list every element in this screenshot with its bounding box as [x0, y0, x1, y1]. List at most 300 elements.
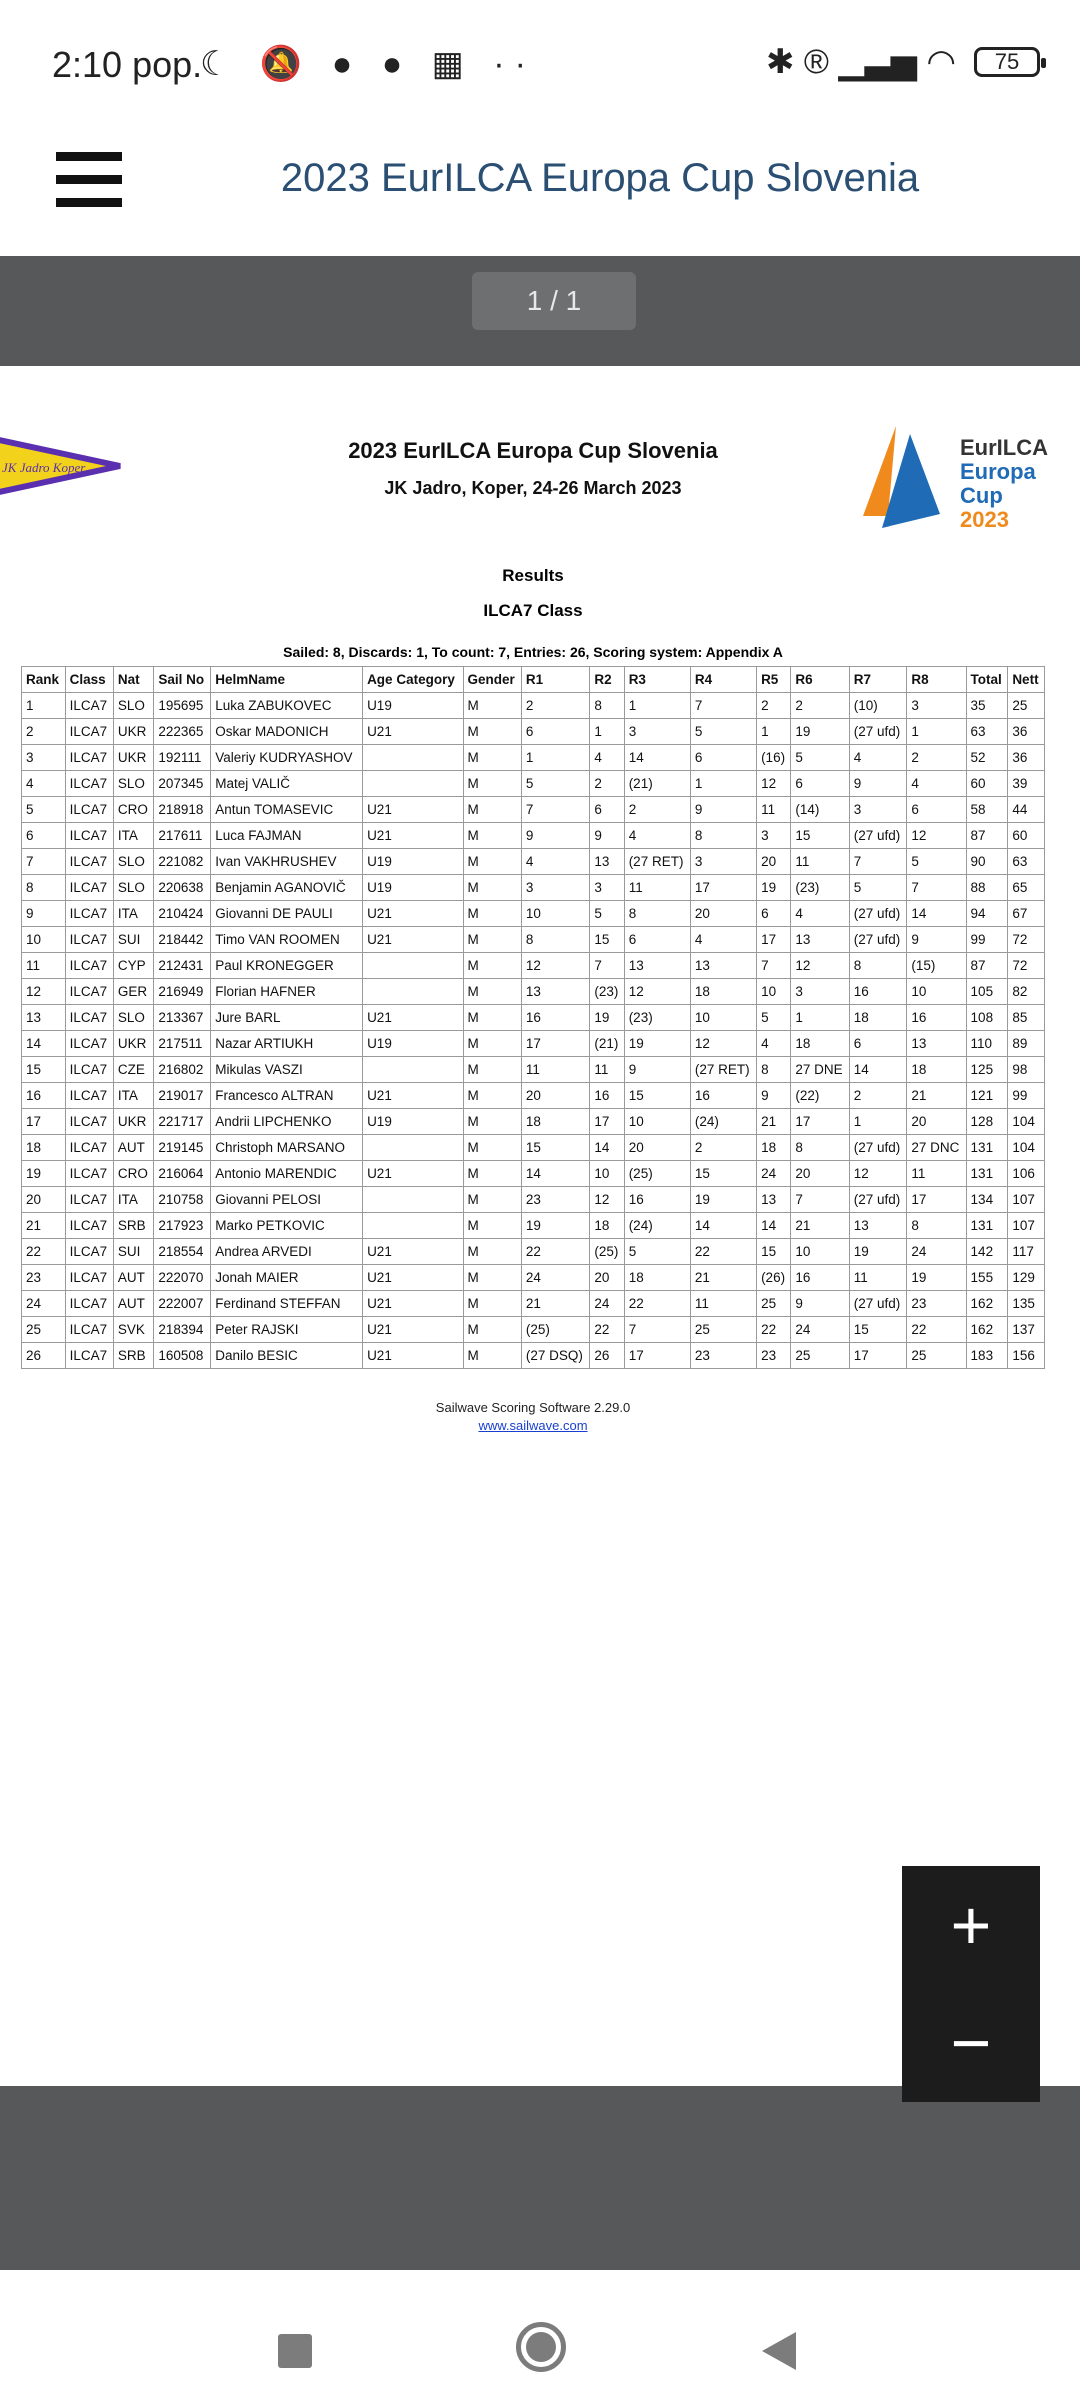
- table-cell: 19: [521, 1213, 590, 1239]
- table-cell: 19: [849, 1239, 907, 1265]
- column-header: Sail No: [154, 667, 211, 693]
- table-cell: 22: [590, 1317, 624, 1343]
- table-cell: 6: [22, 823, 66, 849]
- table-cell: 72: [1008, 927, 1045, 953]
- table-cell: 18: [757, 1135, 791, 1161]
- table-cell: 17: [791, 1109, 849, 1135]
- table-cell: ILCA7: [65, 1109, 113, 1135]
- table-cell: (23): [791, 875, 849, 901]
- table-cell: 22: [22, 1239, 66, 1265]
- table-cell: 67: [1008, 901, 1045, 927]
- table-cell: ILCA7: [65, 901, 113, 927]
- table-cell: 16: [590, 1083, 624, 1109]
- table-cell: 25: [757, 1291, 791, 1317]
- software-credit: Sailwave Scoring Software 2.29.0: [435, 1400, 631, 1415]
- table-cell: 19: [22, 1161, 66, 1187]
- column-header: Nett: [1008, 667, 1045, 693]
- table-cell: 72: [1008, 953, 1045, 979]
- table-cell: U21: [363, 719, 463, 745]
- table-cell: M: [463, 1317, 521, 1343]
- table-cell: ITA: [113, 1083, 153, 1109]
- table-cell: 1: [791, 1005, 849, 1031]
- table-cell: 216949: [154, 979, 211, 1005]
- table-row: [22, 693, 1045, 719]
- table-cell: 156: [1008, 1343, 1045, 1369]
- table-cell: 4: [849, 745, 907, 771]
- pdf-toolbar: [0, 256, 1080, 366]
- table-cell: 20: [521, 1083, 590, 1109]
- table-cell: 218394: [154, 1317, 211, 1343]
- system-icons: ✱ ® ▁▃▅ ◠: [766, 43, 956, 81]
- table-cell: 17: [757, 927, 791, 953]
- table-cell: 219017: [154, 1083, 211, 1109]
- table-cell: U21: [363, 1317, 463, 1343]
- table-cell: GER: [113, 979, 153, 1005]
- table-cell: U19: [363, 1031, 463, 1057]
- table-cell: 12: [757, 771, 791, 797]
- table-cell: 35: [966, 693, 1008, 719]
- table-cell: UKR: [113, 1109, 153, 1135]
- table-cell: 5: [624, 1239, 690, 1265]
- table-cell: 19: [690, 1187, 756, 1213]
- table-cell: SUI: [113, 927, 153, 953]
- table-cell: 160508: [154, 1343, 211, 1369]
- table-cell: 8: [757, 1057, 791, 1083]
- table-cell: 58: [966, 797, 1008, 823]
- table-cell: 13: [521, 979, 590, 1005]
- table-cell: 10: [791, 1239, 849, 1265]
- table-cell: U21: [363, 1265, 463, 1291]
- table-cell: 2: [521, 693, 590, 719]
- table-cell: 23: [757, 1343, 791, 1369]
- table-cell: 16: [849, 979, 907, 1005]
- table-header-row: [22, 667, 1045, 693]
- table-cell: U19: [363, 875, 463, 901]
- table-cell: 108: [966, 1005, 1008, 1031]
- table-cell: 2: [791, 693, 849, 719]
- table-cell: 60: [966, 771, 1008, 797]
- table-cell: 18: [590, 1213, 624, 1239]
- table-cell: 25: [791, 1343, 849, 1369]
- table-cell: ITA: [113, 901, 153, 927]
- home-icon[interactable]: [516, 2322, 566, 2372]
- table-row: [22, 1187, 1045, 1213]
- table-cell: 23: [22, 1265, 66, 1291]
- table-cell: 21: [757, 1109, 791, 1135]
- table-cell: 106: [1008, 1161, 1045, 1187]
- zoom-in-button[interactable]: +: [950, 1886, 992, 1964]
- club-logo-text: JK Jadro Koper: [2, 460, 86, 475]
- table-cell: 7: [624, 1317, 690, 1343]
- table-cell: 10: [590, 1161, 624, 1187]
- table-cell: Florian HAFNER: [211, 979, 363, 1005]
- table-cell: ILCA7: [65, 745, 113, 771]
- table-cell: 221082: [154, 849, 211, 875]
- table-cell: 10: [624, 1109, 690, 1135]
- table-cell: 13: [907, 1031, 966, 1057]
- table-cell: 14: [624, 745, 690, 771]
- table-cell: 131: [966, 1161, 1008, 1187]
- table-cell: U21: [363, 1291, 463, 1317]
- table-cell: AUT: [113, 1135, 153, 1161]
- table-cell: 7: [690, 693, 756, 719]
- table-cell: 27 DNC: [907, 1135, 966, 1161]
- table-cell: 16: [690, 1083, 756, 1109]
- table-cell: 11: [690, 1291, 756, 1317]
- table-row: [22, 823, 1045, 849]
- page-title: 2023 EurILCA Europa Cup Slovenia: [280, 156, 920, 200]
- table-cell: CZE: [113, 1057, 153, 1083]
- table-cell: 14: [849, 1057, 907, 1083]
- table-cell: SVK: [113, 1317, 153, 1343]
- table-cell: 12: [690, 1031, 756, 1057]
- table-cell: ITA: [113, 1187, 153, 1213]
- table-cell: U19: [363, 849, 463, 875]
- table-cell: 4: [907, 771, 966, 797]
- table-cell: 15: [590, 927, 624, 953]
- table-cell: 36: [1008, 745, 1045, 771]
- document-title: 2023 EurILCA Europa Cup Slovenia: [348, 438, 718, 463]
- table-cell: 82: [1008, 979, 1045, 1005]
- class-heading: ILCA7 Class: [483, 601, 583, 620]
- notification-icons: ☾ 🔕 ● ● ▦ ··: [200, 45, 536, 83]
- table-cell: 12: [849, 1161, 907, 1187]
- table-cell: 7: [757, 953, 791, 979]
- table-cell: 3: [757, 823, 791, 849]
- sailwave-link[interactable]: www.sailwave.com: [478, 1418, 588, 1433]
- table-cell: 24: [22, 1291, 66, 1317]
- table-cell: CRO: [113, 797, 153, 823]
- table-cell: 13: [590, 849, 624, 875]
- table-cell: M: [463, 771, 521, 797]
- pdf-bottom-area: [0, 2086, 1080, 2270]
- table-cell: Benjamin AGANOVIČ: [211, 875, 363, 901]
- table-cell: [363, 1187, 463, 1213]
- table-cell: (27 RET): [624, 849, 690, 875]
- table-row: [22, 771, 1045, 797]
- table-cell: Oskar MADONICH: [211, 719, 363, 745]
- table-cell: 87: [966, 823, 1008, 849]
- table-cell: 20: [590, 1265, 624, 1291]
- table-cell: 8: [521, 927, 590, 953]
- table-cell: 12: [521, 953, 590, 979]
- table-cell: 24: [791, 1317, 849, 1343]
- table-cell: [363, 1135, 463, 1161]
- table-cell: 22: [521, 1239, 590, 1265]
- table-cell: 8: [907, 1213, 966, 1239]
- page-indicator: 1 / 1: [472, 272, 636, 330]
- results-heading: Results: [502, 566, 564, 585]
- table-cell: ILCA7: [65, 1213, 113, 1239]
- table-cell: 17: [22, 1109, 66, 1135]
- table-cell: 9: [849, 771, 907, 797]
- table-cell: 25: [690, 1317, 756, 1343]
- table-cell: [363, 1213, 463, 1239]
- table-cell: 99: [1008, 1083, 1045, 1109]
- table-cell: 217511: [154, 1031, 211, 1057]
- table-cell: M: [463, 745, 521, 771]
- table-cell: 23: [907, 1291, 966, 1317]
- table-cell: 20: [624, 1135, 690, 1161]
- table-cell: 12: [590, 1187, 624, 1213]
- table-cell: 1: [521, 745, 590, 771]
- table-cell: Christoph MARSANO: [211, 1135, 363, 1161]
- table-cell: [363, 953, 463, 979]
- back-icon[interactable]: [762, 2332, 796, 2370]
- table-cell: M: [463, 1187, 521, 1213]
- table-cell: (21): [624, 771, 690, 797]
- table-cell: 26: [22, 1343, 66, 1369]
- table-cell: 19: [791, 719, 849, 745]
- table-cell: 18: [791, 1031, 849, 1057]
- table-cell: 16: [22, 1083, 66, 1109]
- table-cell: U21: [363, 1161, 463, 1187]
- table-cell: 23: [521, 1187, 590, 1213]
- table-cell: 24: [521, 1265, 590, 1291]
- table-cell: Giovanni DE PAULI: [211, 901, 363, 927]
- table-cell: 7: [590, 953, 624, 979]
- table-row: [22, 953, 1045, 979]
- table-cell: 129: [1008, 1265, 1045, 1291]
- table-cell: ILCA7: [65, 953, 113, 979]
- table-cell: ILCA7: [65, 875, 113, 901]
- table-cell: 3: [521, 875, 590, 901]
- table-cell: 5: [791, 745, 849, 771]
- table-cell: M: [463, 875, 521, 901]
- table-cell: Jure BARL: [211, 1005, 363, 1031]
- table-cell: Valeriy KUDRYASHOV: [211, 745, 363, 771]
- table-cell: (23): [590, 979, 624, 1005]
- table-cell: 217611: [154, 823, 211, 849]
- table-cell: 16: [521, 1005, 590, 1031]
- table-cell: ILCA7: [65, 1135, 113, 1161]
- recents-icon[interactable]: [278, 2334, 312, 2368]
- results-table: [21, 666, 1045, 1369]
- table-cell: 19: [590, 1005, 624, 1031]
- table-cell: 10: [690, 1005, 756, 1031]
- table-row: [22, 849, 1045, 875]
- table-cell: 134: [966, 1187, 1008, 1213]
- table-cell: 23: [690, 1343, 756, 1369]
- table-cell: SLO: [113, 1005, 153, 1031]
- table-cell: UKR: [113, 719, 153, 745]
- column-header: R4: [690, 667, 756, 693]
- table-cell: 155: [966, 1265, 1008, 1291]
- table-row: [22, 1135, 1045, 1161]
- table-cell: Nazar ARTIUKH: [211, 1031, 363, 1057]
- navigation-bar: [0, 2270, 1080, 2400]
- status-bar: [0, 0, 1080, 130]
- table-cell: SRB: [113, 1343, 153, 1369]
- table-cell: 131: [966, 1135, 1008, 1161]
- table-cell: ILCA7: [65, 849, 113, 875]
- table-cell: 128: [966, 1109, 1008, 1135]
- table-cell: Luka ZABUKOVEC: [211, 693, 363, 719]
- table-cell: M: [463, 1239, 521, 1265]
- table-cell: 17: [521, 1031, 590, 1057]
- table-cell: ITA: [113, 823, 153, 849]
- table-cell: Giovanni PELOSI: [211, 1187, 363, 1213]
- table-cell: Antun TOMASEVIC: [211, 797, 363, 823]
- table-cell: 131: [966, 1213, 1008, 1239]
- table-cell: 16: [907, 1005, 966, 1031]
- battery-icon: 75: [974, 47, 1040, 77]
- table-cell: 217923: [154, 1213, 211, 1239]
- table-cell: M: [463, 1083, 521, 1109]
- table-row: [22, 1161, 1045, 1187]
- table-cell: 110: [966, 1031, 1008, 1057]
- table-row: [22, 1239, 1045, 1265]
- table-cell: 9: [521, 823, 590, 849]
- table-cell: 7: [791, 1187, 849, 1213]
- column-header: Nat: [113, 667, 153, 693]
- table-cell: (24): [624, 1213, 690, 1239]
- column-header: Rank: [22, 667, 66, 693]
- table-body: [22, 693, 1045, 1369]
- table-cell: Paul KRONEGGER: [211, 953, 363, 979]
- table-cell: 15: [521, 1135, 590, 1161]
- table-cell: 207345: [154, 771, 211, 797]
- table-cell: 14: [907, 901, 966, 927]
- table-row: [22, 875, 1045, 901]
- pdf-page: [0, 366, 1080, 2086]
- column-header: Class: [65, 667, 113, 693]
- app-header: [0, 130, 1080, 256]
- table-cell: 17: [907, 1187, 966, 1213]
- table-cell: 17: [590, 1109, 624, 1135]
- table-cell: 218442: [154, 927, 211, 953]
- table-cell: [363, 745, 463, 771]
- table-cell: UKR: [113, 745, 153, 771]
- table-cell: M: [463, 693, 521, 719]
- table-cell: SLO: [113, 771, 153, 797]
- table-cell: 22: [690, 1239, 756, 1265]
- table-cell: 63: [966, 719, 1008, 745]
- table-cell: 9: [624, 1057, 690, 1083]
- table-cell: (27 ufd): [849, 719, 907, 745]
- table-cell: SLO: [113, 875, 153, 901]
- table-cell: 216064: [154, 1161, 211, 1187]
- table-cell: ILCA7: [65, 1005, 113, 1031]
- table-cell: 9: [791, 1291, 849, 1317]
- table-cell: 121: [966, 1083, 1008, 1109]
- table-cell: 15: [849, 1317, 907, 1343]
- table-cell: ILCA7: [65, 771, 113, 797]
- table-cell: AUT: [113, 1291, 153, 1317]
- table-cell: 107: [1008, 1213, 1045, 1239]
- table-cell: 5: [22, 797, 66, 823]
- logo-line-3: 2023: [960, 507, 1009, 532]
- table-cell: U21: [363, 1083, 463, 1109]
- table-cell: 1: [907, 719, 966, 745]
- column-header: R8: [907, 667, 966, 693]
- table-cell: M: [463, 1161, 521, 1187]
- document-subtitle: JK Jadro, Koper, 24-26 March 2023: [384, 478, 682, 498]
- table-cell: (27 RET): [690, 1057, 756, 1083]
- table-cell: Andrea ARVEDI: [211, 1239, 363, 1265]
- table-cell: 99: [966, 927, 1008, 953]
- series-info: Sailed: 8, Discards: 1, To count: 7, Entries: 26, Scoring system: Appendix A: [283, 644, 783, 660]
- table-cell: M: [463, 1031, 521, 1057]
- event-logo: [858, 416, 1080, 536]
- table-cell: (25): [521, 1317, 590, 1343]
- table-cell: 6: [590, 797, 624, 823]
- table-cell: 21: [521, 1291, 590, 1317]
- table-cell: U19: [363, 693, 463, 719]
- table-cell: (24): [690, 1109, 756, 1135]
- table-cell: 26: [590, 1343, 624, 1369]
- table-cell: M: [463, 901, 521, 927]
- table-cell: 44: [1008, 797, 1045, 823]
- table-cell: ILCA7: [65, 1343, 113, 1369]
- table-cell: 218554: [154, 1239, 211, 1265]
- table-cell: ILCA7: [65, 1161, 113, 1187]
- table-cell: 39: [1008, 771, 1045, 797]
- table-cell: (23): [624, 1005, 690, 1031]
- table-cell: U21: [363, 901, 463, 927]
- table-cell: 20: [757, 849, 791, 875]
- table-cell: (27 ufd): [849, 1135, 907, 1161]
- table-cell: 5: [907, 849, 966, 875]
- table-cell: 162: [966, 1317, 1008, 1343]
- zoom-out-button[interactable]: −: [950, 2004, 992, 2082]
- table-cell: Matej VALIČ: [211, 771, 363, 797]
- table-cell: 13: [624, 953, 690, 979]
- status-right-icons: [766, 42, 1040, 82]
- table-cell: 18: [22, 1135, 66, 1161]
- table-cell: 8: [849, 953, 907, 979]
- table-cell: U21: [363, 797, 463, 823]
- table-cell: 52: [966, 745, 1008, 771]
- column-header: R6: [791, 667, 849, 693]
- table-cell: 11: [757, 797, 791, 823]
- table-cell: 10: [521, 901, 590, 927]
- table-cell: (21): [590, 1031, 624, 1057]
- table-cell: (15): [907, 953, 966, 979]
- table-cell: 20: [22, 1187, 66, 1213]
- table-cell: Danilo BESIC: [211, 1343, 363, 1369]
- table-cell: (25): [624, 1161, 690, 1187]
- table-cell: 210424: [154, 901, 211, 927]
- table-cell: 12: [624, 979, 690, 1005]
- table-cell: 3: [907, 693, 966, 719]
- table-cell: 36: [1008, 719, 1045, 745]
- table-cell: CRO: [113, 1161, 153, 1187]
- table-cell: 6: [907, 797, 966, 823]
- table-cell: UKR: [113, 1031, 153, 1057]
- table-cell: 9: [22, 901, 66, 927]
- table-cell: 11: [521, 1057, 590, 1083]
- table-row: [22, 1031, 1045, 1057]
- table-cell: 137: [1008, 1317, 1045, 1343]
- table-cell: U21: [363, 823, 463, 849]
- table-cell: 10: [907, 979, 966, 1005]
- table-cell: 7: [521, 797, 590, 823]
- table-cell: 222365: [154, 719, 211, 745]
- column-header: HelmName: [211, 667, 363, 693]
- table-cell: 6: [757, 901, 791, 927]
- table-cell: M: [463, 1265, 521, 1291]
- table-cell: Mikulas VASZI: [211, 1057, 363, 1083]
- table-cell: 22: [624, 1291, 690, 1317]
- table-cell: 3: [849, 797, 907, 823]
- table-cell: 94: [966, 901, 1008, 927]
- table-cell: 13: [22, 1005, 66, 1031]
- table-cell: 9: [907, 927, 966, 953]
- table-cell: 4: [590, 745, 624, 771]
- table-row: [22, 745, 1045, 771]
- table-cell: M: [463, 797, 521, 823]
